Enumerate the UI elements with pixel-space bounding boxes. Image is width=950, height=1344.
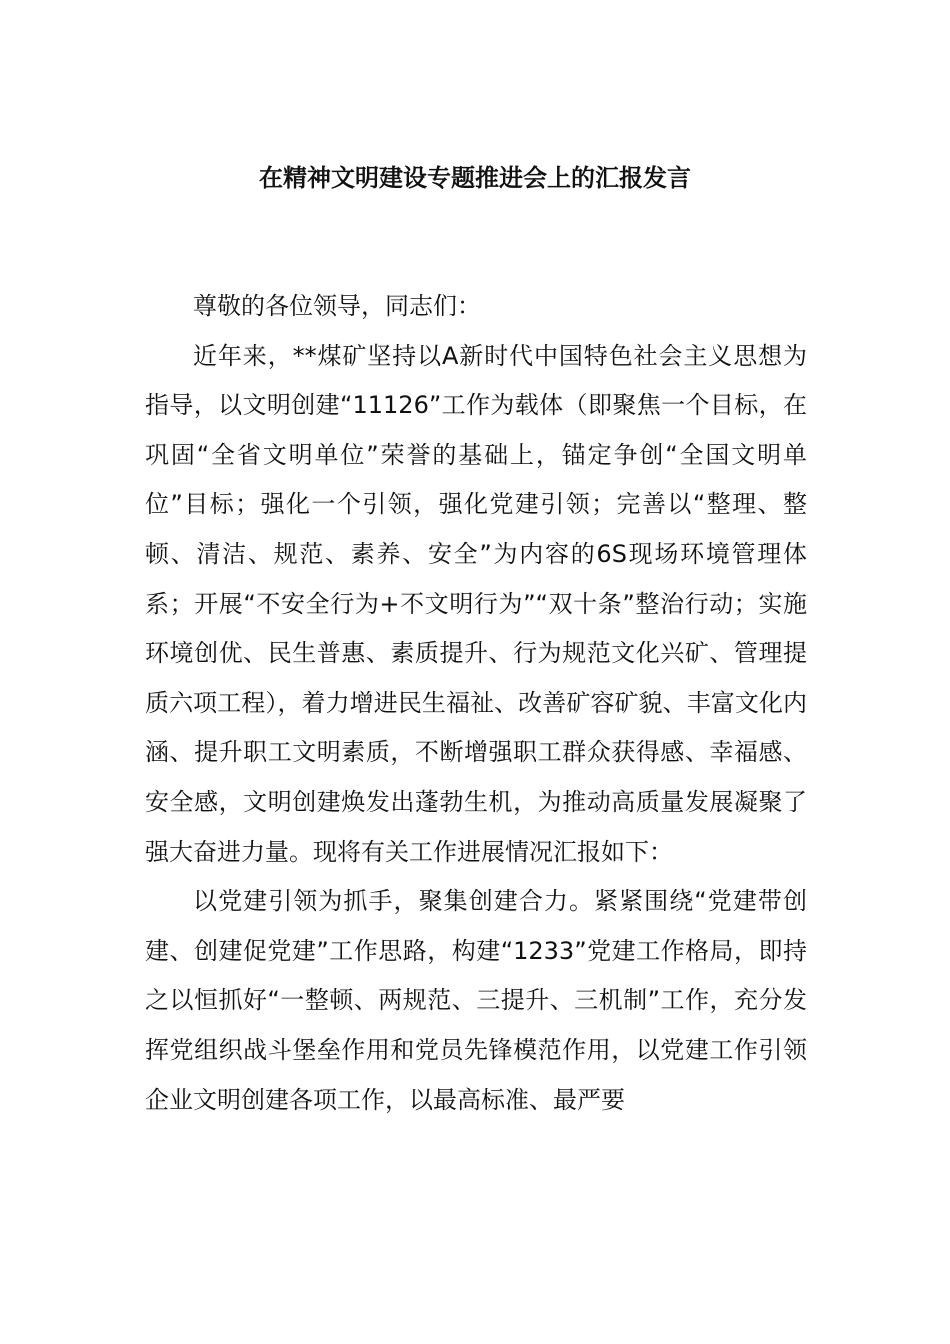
document-body xyxy=(145,282,807,1125)
party-building-paragraph: 以党建引领为抓手，聚集创建合力。紧紧围绕“党建带创建、创建促党建”工作思路，构建“1233”党建工作格局，即持之以恒抓好“一整顿、两规范、三提升、三机制”工作，充分发挥党组织战斗堡垒作用和党员先锋模范作用，以党建工作引领企业文明创建各项工作，以最高标准、最严要 xyxy=(145,887,807,1114)
salutation-paragraph: 尊敬的各位领导，同志们： xyxy=(193,292,481,320)
intro-paragraph: 近年来，**煤矿坚持以A新时代中国特色社会主义思想为指导，以文明创建“11126”工作为载体（即聚焦一个目标，在巩固“全省文明单位”荣誉的基础上，锚定争创“全国文明单位”目标；强化一个引领，强化党建引领；完善以“整理、整顿、清洁、规范、素养、安全”为内容的6S现场环境管理体系；开展“不安全行为+不文明行为”“双十条”整治行动；实施环境创优、民生普惠、素质提升、行为规范文化兴矿、管理提质六项工程），着力增进民生福祉、改善矿容矿貌、丰富文化内涵、提升职工文明素质，不断增强职工群众获得感、幸福感、安全感，文明创建焕发出蓬勃生机，为推动高质量发展凝聚了强大奋进力量。现将有关工作进展情况汇报如下： xyxy=(145,341,807,866)
document-title: 在精神文明建设专题推进会上的汇报发言 xyxy=(259,164,691,192)
